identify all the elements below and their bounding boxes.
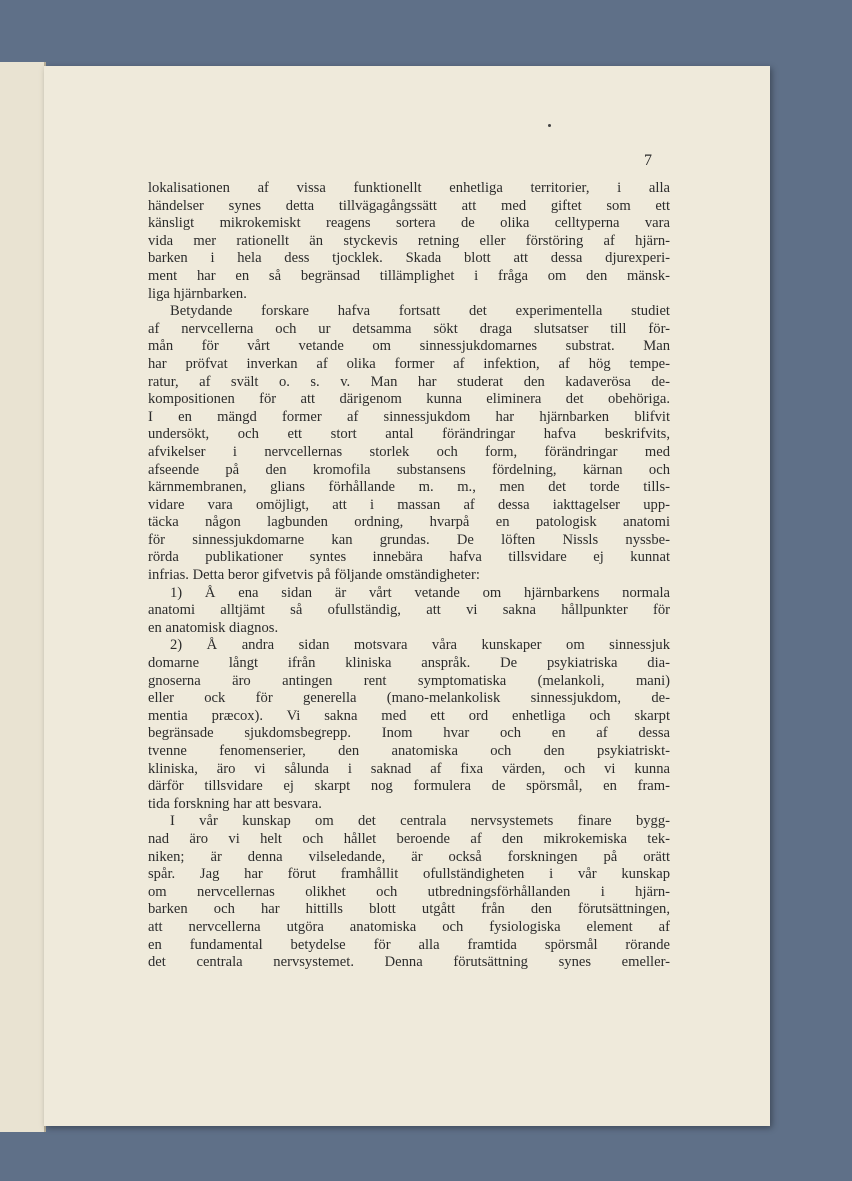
text-line: kliniska, äro vi sålunda i saknad af fixa värden, och vi kunna	[148, 760, 670, 777]
text-line: tida forskning har att besvara.	[148, 795, 322, 812]
text-line: undersökt, och ett stort antal förändringar hafva beskrifvits,	[148, 426, 670, 443]
text-line: afvikelser i nervcellernas storlek och form, förändringar med	[148, 443, 670, 460]
text-line: känsligt mikrokemiskt reagens sortera de olika celltyperna vara	[148, 215, 670, 232]
text-line: begränsade sjukdomsbegrepp. Inom hvar och en af dessa	[148, 725, 670, 742]
text-line: om nervcellernas olikhet och utbredningsförhållanden i hjärn-	[148, 883, 670, 900]
page-number: 7	[644, 152, 652, 169]
text-line: Betydande forskare hafva fortsatt det experimentella studiet	[170, 303, 670, 320]
text-line: rörda publikationer syntes innebära hafva tillsvidare ej kunnat	[148, 549, 670, 566]
text-line: en anatomisk diagnos.	[148, 619, 279, 636]
text-line: det centrala nervsystemet. Denna förutsättning synes emeller-	[148, 954, 670, 971]
text-line: mentia præcox). Vi sakna med ett ord enhetliga och skarpt	[148, 707, 670, 724]
text-line: att nervcellerna utgöra anatomiska och fysiologiska element af	[148, 918, 670, 935]
text-line: händelser synes detta tillvägagångssätt att med giftet som ett	[148, 197, 670, 214]
document-page	[44, 66, 770, 1126]
body-text	[148, 180, 670, 972]
text-line: lokalisationen af vissa funktionellt enhetliga territorier, i alla	[148, 180, 670, 196]
text-line: infrias. Detta beror gifvetvis på följande omständigheter:	[148, 567, 480, 584]
text-line: täcka någon lagbunden ordning, hvarpå en patologisk anatomi	[148, 514, 670, 531]
text-line: anatomi alltjämt så ofullständig, att vi sakna hållpunkter för	[148, 602, 670, 619]
text-line: afseende på den kromofila substansens fördelning, kärnan och	[148, 461, 670, 478]
text-line: I en mängd former af sinnessjukdom har hjärnbarken blifvit	[148, 408, 670, 425]
text-line: eller ock för generella (mano-melankolisk sinnessjukdom, de-	[148, 690, 670, 707]
text-line: nad äro vi helt och hållet beroende af den mikrokemiska tek-	[148, 830, 670, 847]
text-line: vida mer rationellt än styckevis retning eller förstöring af hjärn-	[148, 232, 670, 249]
text-line: vidare vara omöjligt, att i massan af dessa iakttagelser upp-	[148, 496, 670, 513]
text-line: kärnmembranen, glians förhållande m. m., men det torde tills-	[148, 479, 670, 496]
text-line: domarne långt ifrån kliniska anspråk. De psykiatriska dia-	[148, 655, 670, 672]
text-line: barken och har hittills blott utgått från den förutsättningen,	[148, 901, 670, 918]
text-line: ratur, af svält o. s. v. Man har studerat den kadaverösa de-	[148, 373, 670, 390]
text-line: kompositionen för att därigenom kunna eliminera det obehöriga.	[148, 391, 670, 408]
facing-page-edge	[0, 62, 46, 1132]
text-line: 2) Å andra sidan motsvara våra kunskaper om sinnessjuk	[170, 637, 670, 654]
text-line: niken; är denna vilseledande, är också forskningen på orätt	[148, 848, 670, 865]
text-line: ment har en så begränsad tillämplighet i fråga om den mänsk-	[148, 267, 670, 284]
text-line: af nervcellerna och ur detsamma sökt draga slutsatser till för-	[148, 320, 670, 337]
text-line: I vår kunskap om det centrala nervsystemets finare bygg-	[170, 813, 670, 830]
text-line: därför tillsvidare ej skarpt nog formulera de spörsmål, en fram-	[148, 778, 670, 795]
text-line: 1) Å ena sidan är vårt vetande om hjärnbarkens normala	[170, 584, 670, 601]
text-line: barken i hela dess tjocklek. Skada blott att dessa djurexperi-	[148, 250, 670, 267]
text-line: liga hjärnbarken.	[148, 285, 247, 302]
text-line: tvenne fenomenserier, den anatomiska och den psykiatriskt-	[148, 743, 670, 759]
print-mark	[548, 124, 551, 127]
text-line: en fundamental betydelse för alla framtida spörsmål rörande	[148, 936, 670, 953]
text-line: spår. Jag har förut framhållit ofullständigheten i vår kunskap	[148, 866, 670, 883]
text-line: för sinnessjukdomarne kan grundas. De löften Nissls nyssbe-	[148, 531, 670, 548]
text-line: har pröfvat inverkan af olika former af infektion, af hög tempe-	[148, 355, 670, 372]
text-line: gnoserna äro antingen rent symptomatiska (melankoli, mani)	[148, 672, 670, 689]
text-line: mån för vårt vetande om sinnessjukdomarnes substrat. Man	[148, 338, 670, 355]
